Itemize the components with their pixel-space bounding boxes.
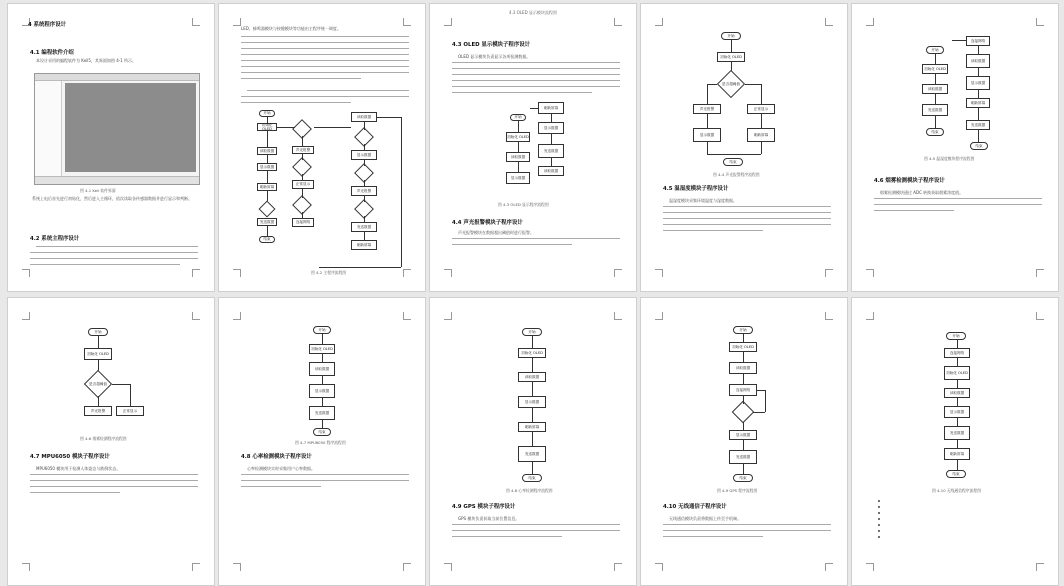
flow-line	[978, 46, 979, 54]
flow-line	[364, 216, 365, 222]
margin-mark	[1036, 18, 1044, 26]
heading: 4.6 烟雾检测模块子程序设计	[874, 178, 945, 184]
paragraph: LED、蜂鸣器模块与按键模块等功能由主程序统一调度。	[241, 26, 341, 31]
flow-step: 连接网络	[292, 218, 314, 227]
margin-mark	[403, 312, 411, 320]
page-thumbnail-2[interactable]	[219, 4, 425, 291]
flow-line	[302, 212, 303, 218]
margin-mark	[22, 269, 30, 277]
heading: 4.8 心率检测模块子程序设计	[241, 454, 312, 460]
flow-line	[761, 142, 762, 154]
margin-mark	[614, 269, 622, 277]
flow-step: 正常显示	[116, 406, 144, 416]
flow-line	[707, 84, 708, 104]
flow-step: 发送数据	[729, 450, 757, 464]
margin-mark	[403, 18, 411, 26]
margin-mark	[192, 269, 200, 277]
flow-line	[319, 267, 401, 268]
flow-step: 刷新屏幕	[747, 128, 775, 142]
flow-line	[551, 134, 552, 144]
flow-step: 声光报警	[693, 104, 721, 114]
flow-line	[743, 396, 744, 404]
flow-step: 初始化 OLED	[257, 123, 277, 131]
flow-line	[978, 68, 979, 76]
screenshot-statusbar	[35, 176, 199, 184]
flow-line	[532, 432, 533, 446]
flow-start: 开始	[522, 328, 542, 336]
flow-line	[743, 334, 744, 342]
flow-line	[935, 74, 936, 84]
flow-line	[364, 160, 365, 166]
margin-mark	[444, 312, 452, 320]
flow-line	[757, 390, 765, 391]
flow-step: 正常显示	[292, 180, 314, 189]
margin-mark	[1036, 269, 1044, 277]
margin-mark	[614, 18, 622, 26]
flow-step: 刷新屏幕	[966, 98, 990, 108]
flow-step: 初始化 OLED	[518, 348, 546, 358]
flow-line	[267, 171, 268, 183]
flow-step: 读取数据	[966, 54, 990, 68]
margin-mark	[866, 269, 874, 277]
flow-line	[401, 117, 402, 267]
flow-line	[761, 84, 762, 104]
margin-mark	[403, 269, 411, 277]
heading: 4.5 温湿度模块子程序设计	[663, 186, 729, 192]
flow-end: 结束	[926, 128, 944, 136]
flow-step: 显示数据	[729, 430, 757, 440]
flow-line	[957, 460, 958, 470]
heading: 4.2 系统主程序设计	[30, 236, 80, 242]
screenshot-menubar	[35, 74, 199, 81]
margin-mark	[444, 18, 452, 26]
flow-step: 显示数据	[693, 128, 721, 142]
flow-line	[364, 144, 365, 150]
flow-line	[731, 40, 732, 52]
page-thumbnail-9[interactable]	[641, 298, 847, 585]
flow-line	[707, 84, 717, 85]
flow-step: 初始化 OLED	[717, 52, 745, 62]
flow-step: 声光报警	[292, 146, 314, 154]
flow-line	[532, 462, 533, 474]
flow-line	[707, 114, 708, 128]
flow-line	[957, 418, 958, 426]
flow-step: 读取数据	[538, 166, 564, 176]
margin-mark	[233, 269, 241, 277]
flow-line	[935, 116, 936, 128]
flow-end: 结束	[723, 158, 743, 166]
margin-mark	[233, 312, 241, 320]
flow-step: 初始化 OLED	[309, 344, 335, 354]
flow-line	[364, 122, 365, 130]
flow-start: 开始	[88, 328, 108, 336]
flow-line	[532, 358, 533, 372]
margin-mark	[444, 269, 452, 277]
page-thumbnail-1[interactable]	[8, 4, 214, 291]
flow-step: 发送数据	[309, 406, 335, 420]
flow-step: 显示数据	[518, 396, 546, 408]
heading: 4.4 声光报警模块子程序设计	[452, 220, 523, 226]
flow-step: 声光报警	[84, 406, 112, 416]
flow-step: 显示数据	[257, 163, 277, 171]
flow-line	[302, 136, 303, 146]
flow-line	[743, 374, 744, 384]
heading: 4.1 编程软件介绍	[30, 50, 74, 56]
flow-line	[518, 142, 519, 152]
page-thumbnail-10[interactable]	[852, 298, 1058, 585]
flow-step: 显示数据	[309, 384, 335, 398]
flow-step: 读取数据	[257, 147, 277, 155]
flow-line	[267, 155, 268, 163]
flow-line	[112, 384, 130, 385]
flow-line	[98, 336, 99, 348]
flow-line	[518, 162, 519, 172]
page-thumbnail-8[interactable]	[430, 298, 636, 585]
margin-mark	[1036, 312, 1044, 320]
flow-decision	[259, 201, 276, 218]
margin-mark	[655, 18, 663, 26]
figure-caption: 图 4-7 MPU6050 程序流程图	[295, 440, 346, 445]
flow-decision	[732, 401, 755, 424]
flow-step: 发送数据	[922, 104, 948, 116]
figure-caption: 图 4-9 GPS 程序流程图	[717, 488, 758, 493]
flow-line	[761, 114, 762, 128]
flow-step: 读取数据	[518, 372, 546, 382]
flow-step: 显示数据	[944, 406, 970, 418]
margin-mark	[614, 312, 622, 320]
flow-start: 开始	[721, 32, 741, 40]
paragraph: 本设计采用的编程软件为 Keil5，其界面如图 4-1 所示。	[36, 58, 136, 63]
flow-line	[302, 174, 303, 180]
flow-line	[707, 142, 708, 154]
software-screenshot	[34, 73, 200, 185]
page-thumbnail-7[interactable]	[219, 298, 425, 585]
figure-caption: 图 4-2 主程序流程图	[311, 270, 347, 275]
flow-step: 刷新屏幕	[257, 183, 277, 191]
flow-step: 刷新屏幕	[944, 448, 970, 460]
flow-end: 结束	[946, 470, 966, 478]
flow-end: 结束	[733, 474, 753, 482]
flow-line	[518, 121, 519, 132]
decision-label: 是否超阈值	[722, 82, 740, 86]
flow-line	[322, 334, 323, 344]
heading: 4.9 GPS 模块子程序设计	[452, 504, 516, 510]
flow-line	[322, 376, 323, 384]
decision-label: 是否超阈值	[89, 382, 107, 386]
flow-line	[957, 440, 958, 448]
margin-mark	[444, 563, 452, 571]
flow-step: 发送数据	[351, 222, 377, 232]
flow-line	[322, 420, 323, 428]
flow-end: 结束	[259, 236, 275, 243]
page-thumbnail-4[interactable]	[641, 4, 847, 291]
flow-line	[978, 108, 979, 120]
margin-mark	[655, 269, 663, 277]
margin-mark	[825, 18, 833, 26]
flow-line	[302, 189, 303, 198]
flow-start: 开始	[313, 326, 331, 334]
margin-mark	[192, 18, 200, 26]
margin-mark	[192, 312, 200, 320]
flow-line	[957, 358, 958, 366]
margin-mark	[825, 312, 833, 320]
flow-line	[377, 117, 401, 118]
margin-mark	[825, 269, 833, 277]
heading: 4.7 MPU6050 模块子程序设计	[30, 454, 110, 460]
flow-step: 声光报警	[351, 186, 377, 196]
flow-line	[745, 84, 761, 85]
flow-step: 显示数据	[506, 172, 530, 184]
flow-line	[302, 154, 303, 160]
flow-end: 结束	[522, 474, 542, 482]
flow-line	[267, 226, 268, 236]
flow-start: 开始	[733, 326, 753, 334]
flow-line	[267, 191, 268, 201]
margin-mark	[233, 563, 241, 571]
figure-caption: 图 4-6 烟雾检测程序流程图	[80, 436, 127, 441]
screenshot-editor	[65, 83, 196, 172]
margin-mark	[403, 563, 411, 571]
page-thumbnail-3[interactable]	[430, 4, 636, 291]
paragraph: 烟雾检测模块通过 ADC 转换获取烟雾浓度值。	[880, 190, 964, 195]
flow-line	[743, 422, 744, 430]
flow-line	[743, 352, 744, 362]
flow-step: 读取数据	[309, 362, 335, 376]
flow-line	[743, 464, 744, 474]
screenshot-sidebar	[35, 81, 62, 176]
paragraph: GPS 模块负责获取当前位置信息。	[458, 516, 520, 521]
heading: 4.10 无线通信子程序设计	[663, 504, 727, 510]
flow-line	[753, 412, 765, 413]
flow-step: 发送数据	[944, 426, 970, 440]
margin-mark	[866, 563, 874, 571]
figure-caption: 图 4-10 无线通信程序流程图	[932, 488, 981, 493]
flow-start: 开始	[926, 46, 944, 54]
figure-caption: 图 4-1 Keil 软件界面	[80, 188, 116, 193]
flow-step: 显示数据	[966, 76, 990, 90]
flow-line	[952, 40, 966, 41]
flow-step: 连接网络	[966, 36, 990, 46]
margin-mark	[233, 18, 241, 26]
flow-line	[322, 354, 323, 362]
flow-line	[957, 380, 958, 388]
page-header: 4.3 OLED 显示模块流程图	[509, 10, 557, 15]
flow-line	[314, 127, 351, 128]
page-thumbnail-5[interactable]	[852, 4, 1058, 291]
flow-line	[267, 131, 268, 147]
flow-step: 读取数据	[944, 388, 970, 398]
margin-mark	[655, 563, 663, 571]
page-thumbnail-6[interactable]	[8, 298, 214, 585]
flow-line	[277, 127, 295, 128]
flow-step: 发送数据	[257, 218, 277, 226]
flow-line	[551, 114, 552, 122]
flow-line	[364, 232, 365, 240]
flow-end: 结束	[970, 142, 988, 150]
paragraph: OLED 显示模块负责显示各项检测数据。	[458, 54, 531, 59]
margin-mark	[655, 312, 663, 320]
flow-line	[130, 384, 131, 406]
margin-mark	[192, 563, 200, 571]
heading: 4 系统程序设计	[28, 22, 66, 28]
flow-line	[743, 440, 744, 450]
flow-step: 读取数据	[506, 152, 530, 162]
flow-step: 读取数据	[922, 84, 948, 94]
flow-step: 刷新屏幕	[538, 102, 564, 114]
paragraph: 声光报警模块在数据超出阈值时进行报警。	[458, 230, 534, 235]
margin-mark	[866, 312, 874, 320]
flow-step: 显示数据	[351, 150, 377, 160]
figure-caption: 图 4-5 温湿度模块程序流程图	[924, 156, 975, 161]
margin-mark	[614, 563, 622, 571]
flow-line	[957, 398, 958, 406]
figure-caption: 图 4-8 心率检测程序流程图	[506, 488, 553, 493]
heading: 4.3 OLED 显示模块子程序设计	[452, 42, 530, 48]
margin-mark	[825, 563, 833, 571]
flow-line	[707, 154, 761, 155]
figure-caption: 图 4-4 声光报警程序流程图	[713, 172, 760, 177]
paragraph: 心率检测模块实时采集用户心率数据。	[247, 466, 315, 471]
flow-step: 读取数据	[729, 362, 757, 374]
flow-step: 刷新屏幕	[351, 240, 377, 250]
margin-mark	[1036, 563, 1044, 571]
flow-step: 初始化 OLED	[506, 132, 530, 142]
flow-step: 显示数据	[538, 122, 564, 134]
flow-step: 刷新屏幕	[518, 422, 546, 432]
flow-line	[978, 90, 979, 98]
flow-step: 初始化 OLED	[922, 64, 948, 74]
paragraph: 温湿度模块采集环境温度与湿度数据。	[669, 198, 737, 203]
flow-line	[532, 408, 533, 422]
flow-start: 开始	[259, 110, 275, 117]
flow-step: 发送数据	[518, 446, 546, 462]
margin-mark	[22, 312, 30, 320]
paragraph: 无线通信模块负责将数据上传至手机端。	[669, 516, 741, 521]
flow-line	[530, 108, 538, 109]
flow-line	[532, 382, 533, 396]
flow-line	[551, 158, 552, 166]
flow-line	[98, 396, 99, 406]
flow-start: 开始	[946, 332, 966, 340]
flow-end: 结束	[313, 428, 331, 436]
paragraph: MPU6050 模块用于检测人体姿态与跌倒状态。	[36, 466, 121, 471]
flow-line	[935, 54, 936, 64]
flow-step: 连接网络	[729, 384, 757, 396]
flow-step: 初始化 OLED	[729, 342, 757, 352]
flow-step: 读取数据	[351, 112, 377, 122]
flow-line	[364, 196, 365, 202]
margin-mark	[866, 18, 874, 26]
flow-step: 发送数据	[966, 120, 990, 130]
flow-line	[322, 398, 323, 406]
figure-caption: 图 4-3 OLED 显示程序流程图	[498, 202, 549, 207]
flow-step: 初始化 OLED	[84, 348, 112, 360]
margin-mark	[22, 563, 30, 571]
flow-step: 正常显示	[747, 104, 775, 114]
flow-start: 开始	[510, 114, 526, 121]
flow-step: 连接网络	[944, 348, 970, 358]
flow-line	[935, 94, 936, 104]
flow-step: 发送数据	[538, 144, 564, 158]
paragraph: 系统上电后首先进行初始化，然后进入主循环，依次读取各传感器数据并进行显示和判断。	[32, 196, 192, 201]
flow-step: 初始化 OLED	[944, 366, 970, 380]
flow-line	[765, 390, 766, 412]
flow-line	[978, 130, 979, 142]
flow-line	[364, 180, 365, 186]
flow-line	[532, 336, 533, 348]
flow-line	[957, 340, 958, 348]
